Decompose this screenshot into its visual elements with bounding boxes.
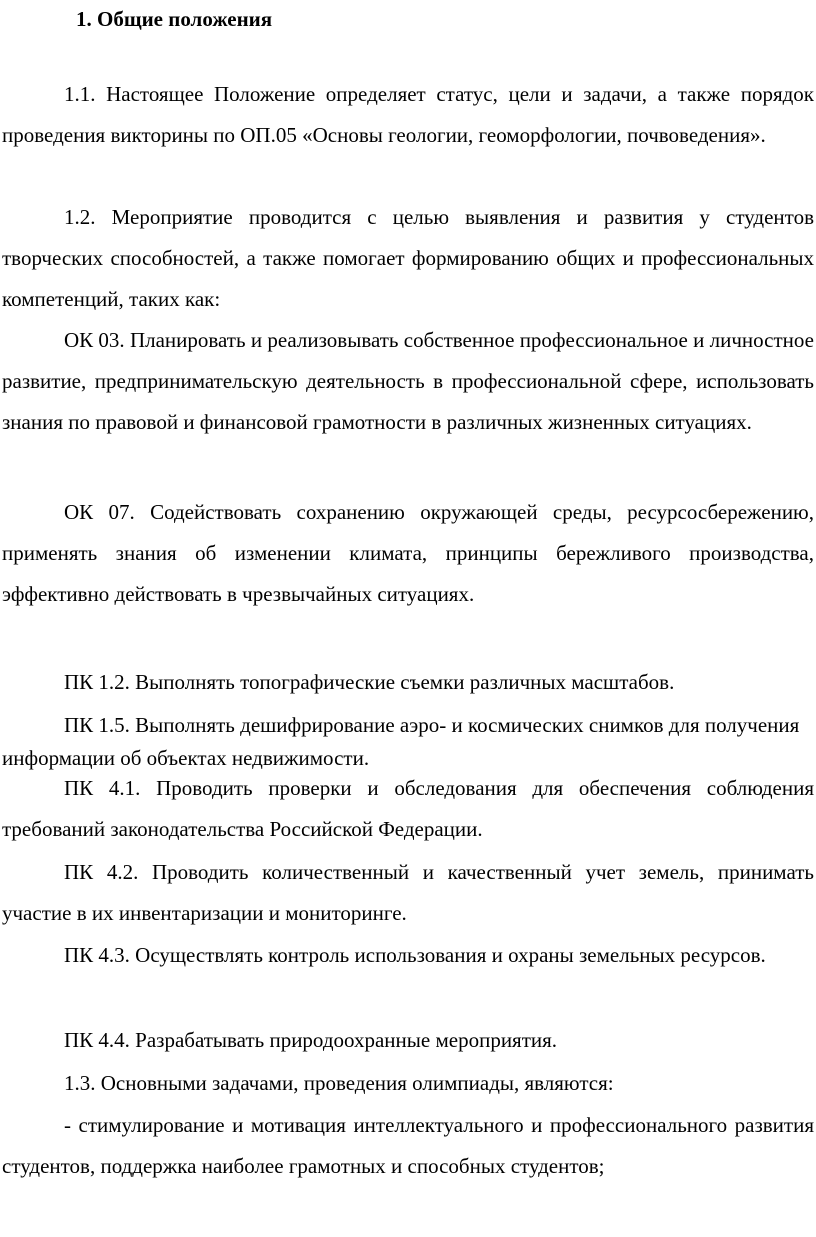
paragraph-pk-4-2: ПК 4.2. Проводить количественный и качественный учет земель, принимать участие в их инвентаризации и мониторинге. (2, 860, 814, 925)
paragraph-pk-1-5: ПК 1.5. Выполнять дешифрирование аэро- и космических снимков для получения информации об объектах недвижимости. (2, 713, 800, 770)
paragraph-1-2: 1.2. Мероприятие проводится с целью выявления и развития у студентов творческих способностей, а также помогает формированию общих и профессиональных компетенций, таких как: (2, 205, 814, 311)
section-title: 1. Общие положения (76, 7, 273, 31)
paragraph-1-1: 1.1. Настоящее Положение определяет статус, цели и задачи, а также порядок проведения викторины по ОП.05 «Основы геологии, геоморфологии, почвоведения». (2, 82, 814, 147)
paragraph-ok-07: ОК 07. Содействовать сохранению окружающей среды, ресурсосбережению, применять знания об изменении климата, принципы бережливого производства, эффективно действовать в чрезвычайных ситуациях. (2, 500, 814, 606)
paragraph-task-1: - стимулирование и мотивация интеллектуального и профессионального развития студентов, поддержка наиболее грамотных и способных студентов; (2, 1113, 814, 1178)
paragraph-ok-03: ОК 03. Планировать и реализовывать собственное профессиональное и личностное развитие, предпринимательскую деятельность в профессиональной сфере, использовать знания по правовой и финансовой грамотности в различных жизненных ситуациях. (2, 328, 814, 434)
paragraph-1-3: 1.3. Основными задачами, проведения олимпиады, являются: (64, 1071, 614, 1095)
paragraph-pk-4-1: ПК 4.1. Проводить проверки и обследования для обеспечения соблюдения требований законодательства Российской Федерации. (2, 776, 814, 841)
paragraph-pk-4-4: ПК 4.4. Разрабатывать природоохранные мероприятия. (64, 1028, 558, 1052)
paragraph-pk-1-2: ПК 1.2. Выполнять топографические съемки различных масштабов. (64, 670, 675, 694)
paragraph-pk-4-3: ПК 4.3. Осуществлять контроль использования и охраны земельных ресурсов. (64, 943, 766, 967)
